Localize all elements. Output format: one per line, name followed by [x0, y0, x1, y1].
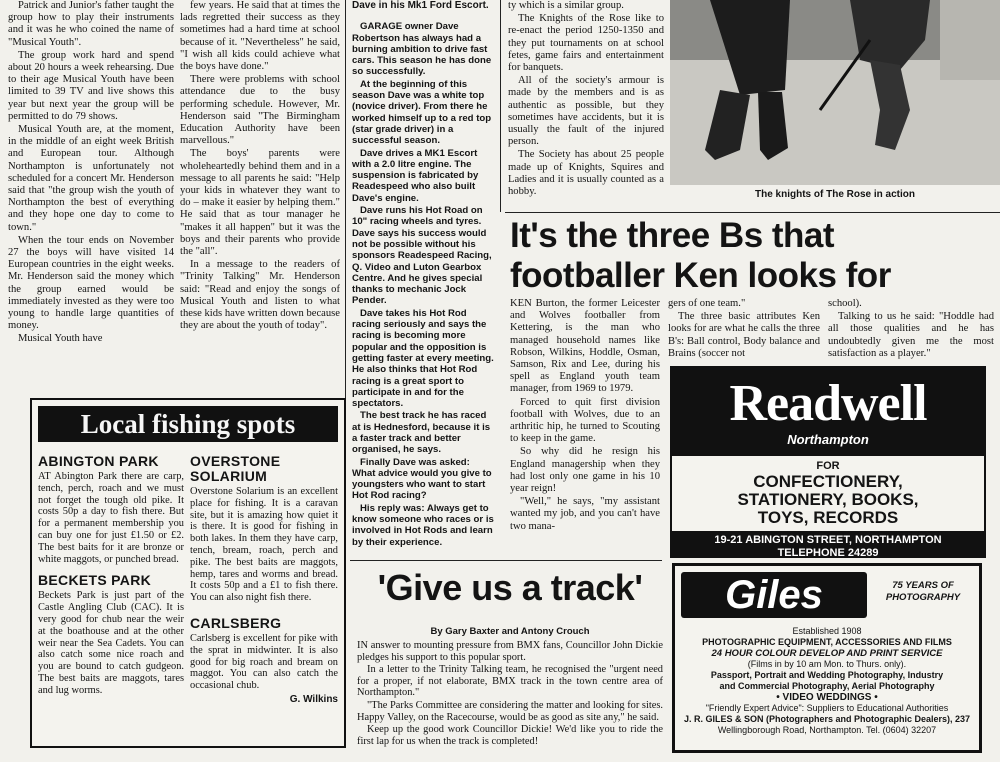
paragraph: GARAGE owner Dave Robertson has always had a burning ambition to drive fast cars. This season he has done so successfully. — [352, 21, 492, 78]
paragraph: Finally Dave was asked: What advice would you give to youngsters who want to start Hot Rod racing? — [352, 456, 492, 502]
giles-line: Passport, Portrait and Wedding Photography, Industry — [710, 670, 944, 680]
fishing-right-col — [190, 450, 338, 744]
giles-line: (Films in by 10 am Mon. to Thurs. only). — [747, 659, 907, 669]
carlsberg-text: Carlsberg is excellent for pike with the sprat in midwinter. It is also good for big roach and bream on maggot. You can also catch the occasional chub. — [190, 632, 338, 692]
paragraph: Dave runs his Hot Road on 10" racing wheels and tyres. Dave says his success would not be possible without his sponsors Readespeed Racing, Q. Video and Luton Gearbox Centre. And he gives special thanks to mechanic Jock Pender. — [352, 205, 492, 307]
musical-youth-column-2 — [180, 0, 340, 393]
paragraph: "The Parks Committee are considering the matter and looking for sites. Happy Valley, on the Racecourse, would be as good as site any," he said. — [357, 699, 663, 723]
readwell-line: CONFECTIONERY, — [753, 472, 903, 491]
paragraph: ty which is a similar group. — [508, 0, 624, 11]
knights-photo-image — [670, 0, 1000, 185]
giles-advert — [672, 563, 982, 753]
ken-article-col-b — [668, 298, 820, 364]
paragraph: Forced to quit first division football with Wolves, due to an arthritic hip, he turned to Scouting to keep in the game. — [510, 396, 660, 445]
beckets-heading: BECKETS PARK — [38, 572, 152, 589]
beckets-text: Beckets Park is just part of the Castle Angling Club (CAC). It is very good for chub near the weir at the boathouse and at the other weir near the Sea Cadets. You can also catch some nice roach and you are bound to catch gudgeon. The best baits are maggots, tares and lug worms. — [38, 590, 184, 696]
readwell-address-line: 19-21 ABINGTON STREET, NORTHAMPTON — [714, 534, 942, 546]
paragraph: The best track he has raced at is Hednesford, because it is a faster track and better organised, he says. — [352, 410, 491, 456]
paragraph: school). — [828, 298, 862, 309]
paragraph: IN answer to mounting pressure from BMX fans, Councillor John Dickie pledges his support to this popular sport. — [357, 640, 663, 663]
readwell-town: Northampton — [787, 432, 869, 447]
giles-line: 24 HOUR COLOUR DEVELOP AND PRINT SERVICE — [711, 648, 943, 659]
readwell-advert — [670, 366, 986, 558]
readwell-header — [672, 368, 984, 456]
giles-line: Wellingborough Road, Northampton. Tel. (0604) 32207 — [717, 725, 937, 735]
section-rule — [505, 212, 1000, 213]
readwell-phone: TELEPHONE 24289 — [777, 547, 879, 558]
column-rule — [500, 0, 501, 212]
paragraph: The group work hard and spend about 20 hours a week rehearsing. Due to their age Musical Youth have been limited to 39 TV and live shows this year but next year the group will be permitted to do 79 shows. — [8, 49, 174, 122]
giles-line: PHOTOGRAPHIC EQUIPMENT, ACCESSORIES AND FILMS — [702, 637, 952, 647]
paragraph: There were problems with school attendance due to the busy performing schedule. However, Mr. Henderson said "The Birmingham Education Authority have been marvellous." — [180, 74, 340, 147]
readwell-for: FOR — [816, 460, 840, 472]
paragraph: The Society has about 25 people made up of Knights, Squires and Ladies and it is usually counted as a hobby. — [508, 149, 664, 198]
ken-article-col-c — [828, 298, 994, 364]
knights-photo — [670, 0, 1000, 185]
fishing-left-col — [38, 450, 184, 744]
giles-text — [679, 626, 975, 736]
ken-headline-1: It's the three Bs that — [510, 216, 835, 255]
paragraph: The three basic attributes Ken looks for are what he calls the three B's: Ball control, Body balance and Brains (soccer not — [668, 311, 820, 359]
knights-photo-caption: The knights of The Rose in action — [755, 189, 916, 200]
readwell-logo: Readwell — [729, 375, 927, 432]
paragraph: "Well," he says, "my assistant wanted my job, and you can't have two mana- — [510, 496, 660, 532]
fishing-title: Local fishing spots — [38, 406, 338, 442]
paragraph: gers of one team." — [668, 298, 746, 309]
dave-robertson-article — [352, 0, 494, 558]
track-headline: 'Give us a track' — [377, 567, 643, 608]
giles-established: Established 1908 — [792, 626, 862, 636]
giles-logo: Giles — [681, 572, 867, 618]
giles-line: J. R. GILES & SON (Photographers and Photographic Dealers), 237 — [683, 714, 971, 724]
musical-youth-column-1 — [8, 0, 174, 393]
ken-headline-2: footballer Ken looks for — [510, 256, 891, 295]
fishing-box — [30, 398, 346, 748]
ken-article-col-a — [510, 298, 660, 560]
giles-line: • VIDEO WEDDINGS • — [776, 692, 878, 703]
overstone-heading: OVERSTONE — [190, 453, 281, 469]
paragraph: All of the society's armour is made by the members and is as authentic as possible, but they sometimes have accidents, but it is usually the fault of the injured person. — [508, 75, 664, 148]
paragraph: Musical Youth are, at the moment, in the middle of an eight week British and European tour. Although Northampton is unfortunately not scheduled for a concert Mr. Henderson said that "the group wish the youth of Northampton the best of everything and they hope one day to come to town." — [8, 124, 174, 233]
readwell-line: STATIONERY, BOOKS, — [737, 490, 919, 509]
abington-heading: ABINGTON PARK — [38, 453, 159, 469]
carlsberg-heading: CARLSBERG — [190, 614, 282, 631]
photo-caption: Dave in his Mk1 Ford Escort. — [352, 0, 489, 11]
paragraph: Musical Youth have — [18, 333, 103, 345]
track-article — [357, 640, 663, 758]
paragraph: KEN Burton, the former Leicester and Wolves footballer from Kettering, is the man who managed household names like Robson, Wilkins, Hoddle, Osman, Samson, Rix and Lee, during his spell as England youth team manager, from 1969 to 1979. — [510, 298, 660, 395]
giles-line: "Friendly Expert Advice": Suppliers to Educational Authorities — [705, 703, 949, 713]
paragraph: Talking to us he said: "Hoddle had all those qualities and he has undoubtedly given me the most satisfaction as a player." — [828, 311, 994, 359]
paragraph: Dave takes his Hot Rod racing seriously and says the racing is becoming more popular and the opposition is getting faster at every meeting. He also thinks that Hot Rod racing is a great sport to participate in and for the spectators. — [352, 307, 494, 410]
readwell-address — [672, 531, 984, 558]
overstone-heading-2: SOLARIUM — [190, 468, 268, 484]
overstone-text: Overstone Solarium is an excellent place for fishing. It is a caravan site, but it is amazing how quiet it is there. It is good for fishing in both lakes. In them they have carp, tench, bream, roach, perch and pike. The best baits are maggots, hemp, tares and worms and bread. It costs 50p and a £1 to fish there. You can also night fish there. — [190, 486, 338, 604]
giles-logo-block — [681, 572, 867, 622]
fishing-author: G. Wilkins — [289, 693, 338, 705]
paragraph: few years. He said that at times the lads regretted their success as they sometimes had a hard time at school because of it. "Nevertheless" he said, "I wish all kids could achieve what the boys have done." — [180, 0, 340, 73]
paragraph: When the tour ends on November 27 the boys will have visited 14 European countries in the eight weeks. Mr. Henderson said the money which the group earned would be immediately invested as they were too young to handle large quantities of money. — [8, 234, 174, 332]
giles-line: and Commercial Photography, Aerial Photography — [719, 681, 935, 691]
paragraph: In a letter to the Trinity Talking team, he recognised the "urgent need for a proper, if not elaborate, BMX track in the town centre area of Northampton." — [357, 664, 663, 699]
paragraph: Patrick and Junior's father taught the group how to play their instruments and it was he who coined the name of "Musical Youth". — [8, 0, 174, 48]
giles-years: 75 YEARS OF PHOTOGRAPHY — [885, 580, 961, 603]
paragraph: The Knights of the Rose like to re-enact the period 1250-1350 and they put tournaments on at school fetes, game fairs and entertainment for banquets. — [508, 13, 664, 74]
paragraph: The boys' parents were wholeheartedly behind them and in a message to all parents he said: "Help your kids in whatever they want to do – make it easier by helping them." He said that as tour manager he "makes it all happen" but it was the boys and their parents who provide the "all". — [180, 148, 340, 258]
paragraph: So why did he resign his England managership when they had lost only one game in his 10 year reign! — [510, 446, 660, 495]
knights-article — [508, 0, 664, 210]
readwell-body — [672, 459, 984, 527]
paragraph: Keep up the good work Councillor Dickie! We'd like you to ride the first lap for us when the track is completed! — [357, 724, 663, 747]
abington-text: AT Abington Park there are carp, tench, perch, roach and we must not forget the tough old pike. It costs 50p a day to fish there. But for a permanent membership you can buy one for just £1.50 or £2. The best baits for it are bronze or white maggots, or punched bread. — [38, 471, 184, 565]
track-byline: By Gary Baxter and Antony Crouch — [430, 626, 590, 637]
section-rule — [350, 560, 662, 561]
paragraph: Dave drives a MK1 Escort with a 2.0 litre engine. The suspension is fabricated by Readespeed who also built Dave's engine. — [352, 147, 479, 204]
readwell-line: TOYS, RECORDS — [757, 508, 899, 527]
paragraph: His reply was: Always get to know someone who races or is involved in Hot Rods and learn by their experience. — [352, 502, 494, 548]
paragraph: In a message to the readers of "Trinity Talking" Mr. Henderson said: "Read and enjoy the songs of Musical Youth and listen to what these kids have written down because they are about the youth of today". — [180, 259, 340, 332]
paragraph: At the beginning of this season Dave was a white top (novice driver). From there he worked himself up to a red top (star grade driver) in a successful season. — [352, 78, 492, 147]
